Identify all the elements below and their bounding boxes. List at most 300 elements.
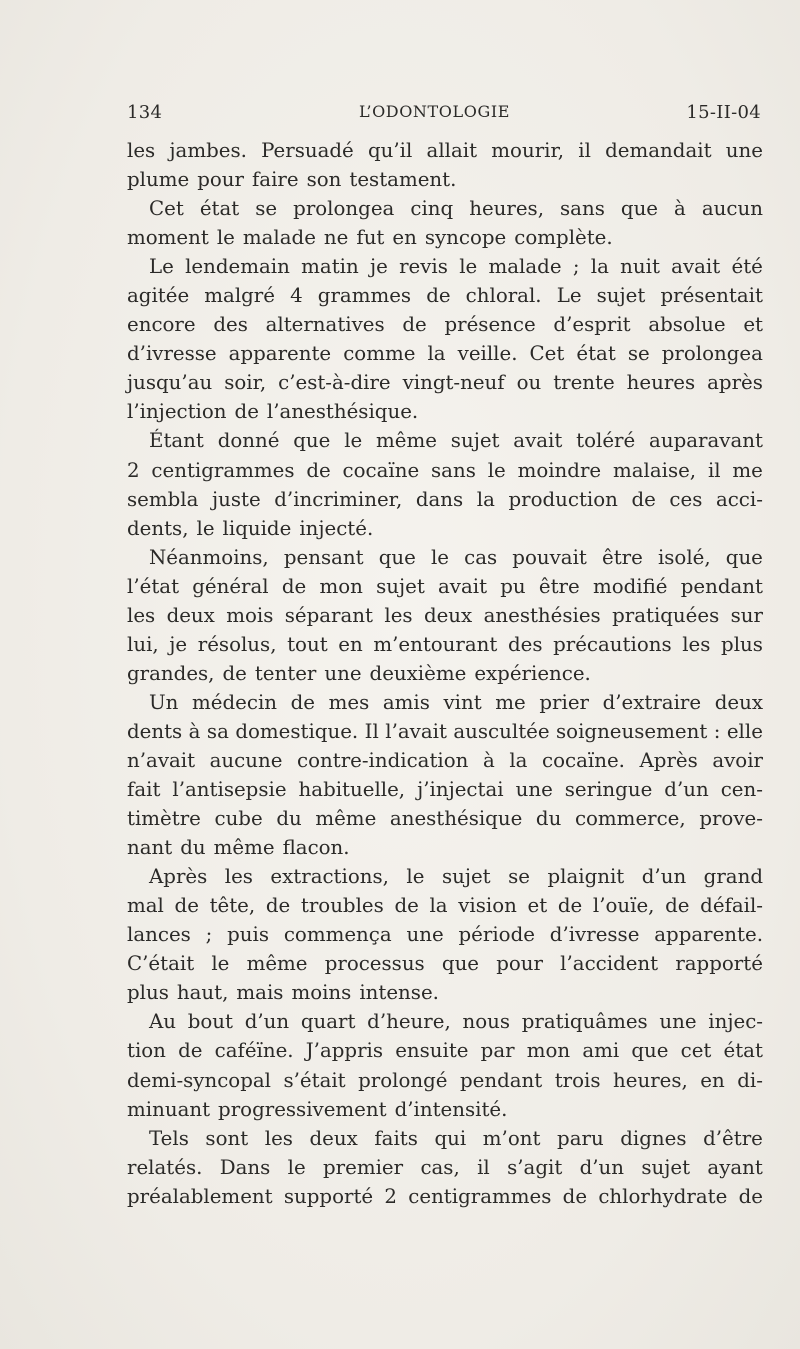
word: d’intensité. bbox=[394, 1097, 508, 1121]
word: de bbox=[402, 313, 427, 337]
word: les bbox=[682, 632, 711, 656]
word: sans bbox=[431, 458, 476, 482]
word: même bbox=[376, 429, 437, 453]
word: le bbox=[344, 429, 363, 453]
word: cen- bbox=[720, 778, 763, 802]
word: l’état bbox=[127, 574, 180, 598]
text-line bbox=[127, 1095, 763, 1124]
word: son bbox=[306, 168, 342, 192]
word: avait bbox=[671, 255, 721, 279]
word: demi-syncopal bbox=[127, 1068, 271, 1092]
text-line bbox=[127, 717, 763, 746]
word: Le bbox=[556, 284, 582, 308]
word: allait bbox=[426, 139, 478, 162]
word: de bbox=[306, 458, 331, 482]
text-line bbox=[127, 804, 763, 833]
word: fait bbox=[127, 778, 161, 802]
text-line bbox=[127, 1182, 763, 1211]
word: s’était bbox=[283, 1068, 346, 1092]
word: chloral. bbox=[465, 284, 542, 308]
word: lendemain bbox=[185, 255, 290, 279]
word: processus bbox=[324, 952, 425, 976]
word: pendant bbox=[459, 1068, 543, 1092]
word: les bbox=[127, 139, 156, 162]
word: pensant bbox=[283, 545, 364, 569]
word: le bbox=[196, 516, 215, 540]
word: revis bbox=[399, 255, 448, 279]
word: timètre bbox=[127, 807, 201, 831]
word: qui bbox=[434, 1126, 467, 1150]
issue-date: 15-II-04 bbox=[686, 102, 761, 123]
word: et bbox=[527, 894, 548, 918]
word: le bbox=[430, 545, 450, 569]
word: mes bbox=[328, 690, 370, 714]
word: comme bbox=[343, 342, 416, 366]
word: tion bbox=[127, 1039, 166, 1063]
word: grandes, bbox=[127, 661, 215, 685]
word: expérience. bbox=[474, 661, 591, 685]
word: l’anesthésique. bbox=[266, 400, 419, 424]
word: que bbox=[620, 197, 659, 221]
word: vision bbox=[458, 894, 517, 918]
word: prolongea bbox=[661, 342, 763, 366]
word: grammes bbox=[317, 284, 412, 308]
text-line bbox=[127, 514, 763, 543]
word: di- bbox=[737, 1068, 763, 1092]
word: sa bbox=[206, 719, 229, 743]
word: il bbox=[477, 1155, 490, 1179]
word: anesthésique bbox=[389, 807, 523, 831]
word: l’ouïe, bbox=[592, 894, 655, 918]
word: ; bbox=[572, 255, 580, 279]
word: production bbox=[508, 487, 618, 511]
word: résolus, bbox=[197, 632, 277, 656]
word: cet bbox=[680, 1039, 712, 1063]
word: extractions, bbox=[270, 865, 389, 889]
word: plume bbox=[127, 168, 190, 192]
word: sur bbox=[730, 603, 763, 627]
word: ensuite bbox=[395, 1039, 469, 1063]
word: deux bbox=[309, 1126, 358, 1150]
word: m’entourant bbox=[373, 632, 498, 656]
word: agitée bbox=[127, 284, 190, 308]
word: deux bbox=[423, 603, 473, 627]
word: avoir bbox=[712, 748, 763, 772]
word: Dans bbox=[219, 1155, 271, 1179]
word: état bbox=[723, 1039, 763, 1063]
word: sujet bbox=[376, 574, 425, 598]
word: 2 bbox=[384, 1184, 397, 1208]
word: tout bbox=[287, 632, 328, 656]
word: d’un bbox=[664, 778, 709, 802]
word: préalablement bbox=[127, 1184, 273, 1208]
word: Après bbox=[149, 865, 208, 889]
word: présentait bbox=[660, 284, 763, 308]
word: Étant bbox=[149, 429, 204, 453]
word: que bbox=[293, 429, 331, 453]
word: Il bbox=[364, 719, 379, 743]
word: le bbox=[211, 952, 230, 976]
word: dents, bbox=[127, 516, 189, 540]
word: la bbox=[476, 487, 495, 511]
word: liquide bbox=[222, 516, 292, 540]
word: malade bbox=[488, 255, 562, 279]
text-line bbox=[127, 426, 763, 455]
text-line bbox=[127, 572, 763, 601]
word: pendant bbox=[680, 574, 763, 598]
word: s’agit bbox=[507, 1155, 563, 1179]
word: en bbox=[700, 1068, 725, 1092]
word: l’antisepsie bbox=[172, 778, 287, 802]
word: il bbox=[578, 139, 591, 162]
text-line bbox=[127, 920, 763, 949]
word: me bbox=[732, 458, 763, 482]
word: d’heure, bbox=[367, 1010, 451, 1034]
word: l’accident bbox=[560, 952, 659, 976]
word: modifié bbox=[592, 574, 668, 598]
word: que bbox=[441, 952, 480, 976]
word: malaise, bbox=[612, 458, 697, 482]
word: même bbox=[213, 836, 275, 860]
word: mourir, bbox=[491, 139, 565, 162]
word: lances bbox=[127, 923, 191, 947]
word: d’un bbox=[244, 1010, 290, 1034]
word: moment bbox=[127, 226, 209, 250]
word: cocaïne. bbox=[542, 748, 625, 772]
word: que bbox=[631, 1039, 669, 1063]
word: veille. bbox=[457, 342, 518, 366]
word: ami bbox=[582, 1039, 620, 1063]
word: même bbox=[246, 952, 308, 976]
text-line bbox=[127, 223, 763, 252]
word: une bbox=[659, 1010, 697, 1034]
word: après bbox=[707, 371, 763, 395]
word: pour bbox=[197, 168, 244, 192]
word: me bbox=[495, 690, 526, 714]
word: défail- bbox=[700, 894, 763, 918]
word: des bbox=[213, 313, 248, 337]
word: d’ivresse bbox=[549, 923, 640, 947]
word: vingt-neuf bbox=[402, 371, 505, 395]
word: précautions bbox=[553, 632, 672, 656]
word: de bbox=[738, 1184, 763, 1208]
word: d’esprit bbox=[553, 313, 631, 337]
text-line bbox=[127, 746, 763, 775]
word: moindre bbox=[517, 458, 602, 482]
word: par bbox=[480, 1039, 515, 1063]
word: la bbox=[590, 255, 609, 279]
word: deux bbox=[714, 690, 763, 714]
word: matin bbox=[301, 255, 359, 279]
word: dignes bbox=[620, 1126, 687, 1150]
word: mais bbox=[236, 981, 284, 1005]
word: quart bbox=[300, 1010, 356, 1034]
word: complète. bbox=[514, 226, 613, 250]
word: d’ivresse bbox=[127, 342, 217, 366]
word: pouvait bbox=[512, 545, 587, 569]
text-line bbox=[127, 1124, 763, 1153]
word: été bbox=[731, 255, 763, 279]
word: elle bbox=[726, 719, 763, 743]
word: sujet bbox=[596, 284, 646, 308]
text-line bbox=[127, 601, 763, 630]
word: haut, bbox=[176, 981, 229, 1005]
word: seringue bbox=[564, 778, 653, 802]
word: intense. bbox=[359, 981, 439, 1005]
word: avait bbox=[513, 429, 563, 453]
word: le bbox=[459, 255, 478, 279]
word: supporté bbox=[283, 1184, 374, 1208]
word: dans bbox=[415, 487, 464, 511]
word: mon bbox=[319, 574, 363, 598]
text-line bbox=[127, 368, 763, 397]
word: d’un bbox=[579, 1155, 625, 1179]
word: : bbox=[713, 719, 721, 743]
word: prove- bbox=[699, 807, 763, 831]
text-line bbox=[127, 281, 763, 310]
word: d’un bbox=[641, 865, 687, 889]
word: m’ont bbox=[482, 1126, 541, 1150]
running-header bbox=[127, 102, 763, 130]
word: nous bbox=[462, 1010, 510, 1034]
word: du bbox=[276, 807, 302, 831]
word: état bbox=[576, 342, 616, 366]
word: troubles bbox=[300, 894, 384, 918]
word: malgré bbox=[204, 284, 275, 308]
word: présence bbox=[444, 313, 536, 337]
word: nant bbox=[127, 836, 173, 860]
word: de bbox=[290, 690, 315, 714]
text-line bbox=[127, 397, 763, 426]
word: domestique. bbox=[235, 719, 359, 743]
word: mon bbox=[526, 1039, 571, 1063]
text-line bbox=[127, 1007, 763, 1036]
word: de bbox=[426, 284, 451, 308]
word: ces bbox=[669, 487, 703, 511]
text-line bbox=[127, 833, 763, 862]
text-line bbox=[127, 136, 763, 165]
word: une bbox=[515, 778, 553, 802]
word: que bbox=[725, 545, 763, 569]
word: trente bbox=[553, 371, 615, 395]
word: être bbox=[538, 574, 580, 598]
word: soigneusement bbox=[556, 719, 708, 743]
word: nuit bbox=[620, 255, 660, 279]
text-line bbox=[127, 1036, 763, 1065]
word: de bbox=[222, 661, 247, 685]
word: vint bbox=[443, 690, 482, 714]
word: l’avait bbox=[385, 719, 447, 743]
word: commença bbox=[283, 923, 392, 947]
text-line bbox=[127, 485, 763, 514]
word: 2 bbox=[127, 458, 140, 482]
word: Cet bbox=[149, 197, 184, 221]
word: demandait bbox=[605, 139, 712, 162]
text-line bbox=[127, 688, 763, 717]
word: progressivement bbox=[218, 1097, 387, 1121]
word: de bbox=[281, 574, 307, 598]
text-line bbox=[127, 775, 763, 804]
word: le bbox=[216, 226, 235, 250]
word: pu bbox=[500, 574, 526, 598]
word: se bbox=[627, 342, 650, 366]
word: lui, bbox=[127, 632, 159, 656]
word: une bbox=[725, 139, 763, 162]
word: Tels bbox=[149, 1126, 189, 1150]
word: je bbox=[369, 255, 388, 279]
word: relatés. bbox=[127, 1155, 203, 1179]
word: l’injection bbox=[127, 400, 227, 424]
word: être bbox=[601, 545, 643, 569]
word: de bbox=[631, 487, 656, 511]
word: de bbox=[562, 1184, 588, 1208]
text-line bbox=[127, 1066, 763, 1095]
word: pour bbox=[496, 952, 543, 976]
word: à bbox=[188, 719, 201, 743]
word: plus bbox=[127, 981, 169, 1005]
word: acci- bbox=[715, 487, 763, 511]
word: moins bbox=[291, 981, 352, 1005]
word: syncope bbox=[424, 226, 507, 250]
word: se bbox=[508, 865, 530, 889]
word: 4 bbox=[290, 284, 303, 308]
word: je bbox=[169, 632, 188, 656]
word: du bbox=[535, 807, 562, 831]
word: faire bbox=[251, 168, 299, 192]
word: alternatives bbox=[265, 313, 385, 337]
word: une bbox=[406, 923, 444, 947]
word: amis bbox=[382, 690, 430, 714]
word: tête, bbox=[209, 894, 256, 918]
word: c’est-à-dire bbox=[278, 371, 391, 395]
word: général bbox=[192, 574, 269, 598]
word: de bbox=[557, 894, 583, 918]
word: de bbox=[394, 894, 419, 918]
word: cube bbox=[214, 807, 263, 831]
word: la bbox=[429, 894, 448, 918]
word: commerce, bbox=[574, 807, 686, 831]
word: dents bbox=[127, 719, 183, 743]
text-line bbox=[127, 659, 763, 688]
text-line bbox=[127, 165, 763, 194]
word: rapporté bbox=[675, 952, 763, 976]
word: J’appris bbox=[305, 1039, 384, 1063]
word: même bbox=[315, 807, 377, 831]
word: ne bbox=[323, 226, 349, 250]
word: période bbox=[458, 923, 535, 947]
text-line bbox=[127, 862, 763, 891]
word: faits bbox=[374, 1126, 418, 1150]
word: sembla bbox=[127, 487, 199, 511]
word: sans bbox=[560, 197, 605, 221]
word: puis bbox=[227, 923, 270, 947]
word: Persuadé bbox=[261, 139, 354, 162]
word: séparant bbox=[284, 603, 373, 627]
word: les bbox=[384, 603, 413, 627]
word: qu’il bbox=[367, 139, 413, 162]
word: grand bbox=[703, 865, 763, 889]
word: avait bbox=[438, 574, 488, 598]
word: donné bbox=[217, 429, 280, 453]
word: paru bbox=[557, 1126, 604, 1150]
word: cocaïne bbox=[342, 458, 420, 482]
word: tenter bbox=[254, 661, 317, 685]
word: le bbox=[406, 865, 425, 889]
word: prier bbox=[539, 690, 589, 714]
word: ou bbox=[516, 371, 542, 395]
word: minuant bbox=[127, 1097, 211, 1121]
word: caféïne. bbox=[214, 1039, 294, 1063]
word: anesthésies bbox=[483, 603, 601, 627]
word: heures, bbox=[613, 1068, 688, 1092]
word: en bbox=[338, 632, 363, 656]
word: bout bbox=[187, 1010, 233, 1034]
word: flacon. bbox=[282, 836, 350, 860]
word: j’injectai bbox=[417, 778, 504, 802]
word: Au bbox=[149, 1010, 177, 1034]
word: deuxième bbox=[369, 661, 467, 685]
word: absolue bbox=[648, 313, 726, 337]
word: à bbox=[482, 748, 495, 772]
word: sujet bbox=[450, 429, 500, 453]
body-text bbox=[127, 136, 763, 1211]
word: aucun bbox=[701, 197, 763, 221]
text-line bbox=[127, 949, 763, 978]
word: pratiquées bbox=[612, 603, 720, 627]
word: juste bbox=[211, 487, 261, 511]
word: en bbox=[392, 226, 417, 250]
word: sujet bbox=[441, 865, 491, 889]
text-line bbox=[127, 456, 763, 485]
word: d’extraire bbox=[602, 690, 702, 714]
word: pratiquâmes bbox=[521, 1010, 648, 1034]
word: d’incriminer, bbox=[274, 487, 403, 511]
word: habituelle, bbox=[298, 778, 406, 802]
text-line bbox=[127, 252, 763, 281]
word: de bbox=[665, 894, 690, 918]
word: plaignit bbox=[547, 865, 625, 889]
word: il bbox=[707, 458, 721, 482]
text-line bbox=[127, 630, 763, 659]
page-number: 134 bbox=[127, 102, 163, 123]
word: les bbox=[264, 1126, 293, 1150]
word: une bbox=[324, 661, 362, 685]
word: le bbox=[287, 1155, 306, 1179]
word: à bbox=[674, 197, 686, 221]
word: et bbox=[743, 313, 763, 337]
word: de bbox=[178, 1039, 203, 1063]
word: ayant bbox=[707, 1155, 763, 1179]
word: auparavant bbox=[649, 429, 763, 453]
word: heures bbox=[626, 371, 696, 395]
word: sont bbox=[205, 1126, 249, 1150]
word: plus bbox=[721, 632, 763, 656]
word: malade bbox=[242, 226, 316, 250]
word: fut bbox=[356, 226, 385, 250]
text-line bbox=[127, 543, 763, 572]
word: Néanmoins, bbox=[149, 545, 269, 569]
text-line bbox=[127, 1153, 763, 1182]
word: heures, bbox=[469, 197, 544, 221]
word: C’était bbox=[127, 952, 195, 976]
word: toléré bbox=[576, 429, 636, 453]
word: la bbox=[427, 342, 446, 366]
word: ; bbox=[205, 923, 213, 947]
word: Cet bbox=[529, 342, 565, 366]
word: injec- bbox=[708, 1010, 763, 1034]
word: cinq bbox=[410, 197, 454, 221]
word: aucune bbox=[209, 748, 283, 772]
